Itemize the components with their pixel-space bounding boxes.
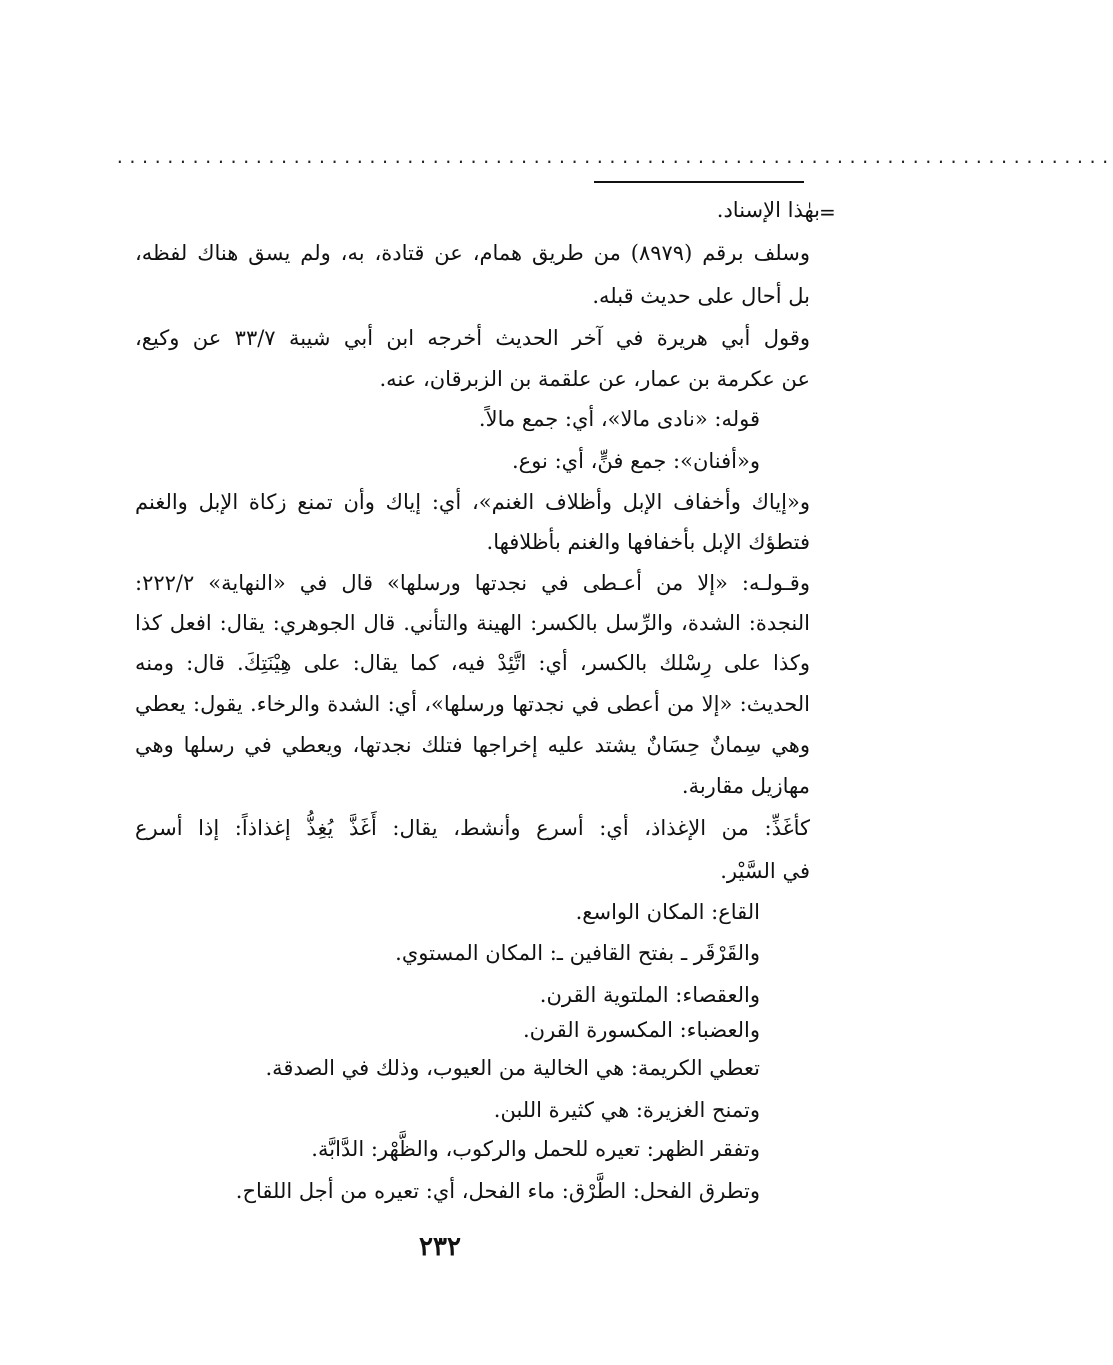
text-line: القاع: المكان الواسع. [575,900,760,924]
text-line: والعقصاء: الملتوية القرن. [539,983,760,1007]
text-line: الحديث: «إلا من أعطى في نجدتها ورسلها»، أي: الشدة والرخاء. يقول: يعطي [135,692,810,716]
footnote-separator-dots: ............................................................................... [115,148,1113,167]
text-line: وقول أبي هريرة في آخر الحديث أخرجه ابن أبي شيبة ٣٣/٧ عن وكيع، [135,326,811,350]
text-line: النجدة: الشدة، والرِّسل بالكسر: الهينة والتأني. قال الجوهري: يقال: افعل كذا [135,611,810,635]
text-line: والقَرْقَر ـ بفتح القافين ـ: المكان المستوي. [395,941,760,965]
text-line: مهازيل مقاربة. [681,774,810,798]
text-line: فتطؤك الإبل بأخفافها والغنم بأظلافها. [486,530,810,554]
text-line: وهي سِمانٌ حِسَانٌ يشتد عليه إخراجها فتلك نجدتها، ويعطي في رسلها وهي [135,733,810,757]
text-line: وقـولـه: «إلا من أعـطى في نجدتها ورسلها» قال في «النهاية» ٢٢٢/٢: [135,571,810,595]
text-line: وسلف برقم (٨٩٧٩) من طريق همام، عن قتادة، به، ولم يسق هناك لفظه، [135,241,810,265]
text-line: كأغَذِّ: من الإغذاذ، أي: أسرع وأنشط، يقال: أَغَذَّ يُغِذُّ إغذاذاً: إذا أسرع [135,816,810,840]
text-line: قوله: «نادى مالا»، أي: جمع مالاً. [478,407,760,431]
text-line: و«إياك وأخفاف الإبل وأظلاف الغنم»، أي: إياك وأن تمنع زكاة الإبل والغنم [135,490,810,514]
text-line: وتمنح الغزيرة: هي كثيرة اللبن. [493,1098,760,1122]
continuation-mark: = [819,200,836,224]
footnote-separator-rule [594,181,804,183]
text-line: وتفقر الظهر: تعيره للحمل والركوب، والظَّهْر: الدَّابَّة. [311,1137,760,1161]
text-line: في السَّيْر. [720,859,810,883]
text-line: عن عكرمة بن عمار، عن علقمة بن الزبرقان، عنه. [379,367,810,391]
text-line: والعضباء: المكسورة القرن. [523,1018,760,1042]
text-line: تعطي الكريمة: هي الخالية من العيوب، وذلك في الصدقة. [265,1056,760,1080]
page-number: ٢٣٢ [419,1232,461,1262]
text-line: بل أحال على حديث قبله. [592,284,810,308]
text-line: وكذا على رِسْلك بالكسر، أي: اتَّئِدْ فيه، كما يقال: على هِيْنَتِكَ. قال: ومنه [135,651,810,675]
text-line: بهٰذا الإسناد. [716,198,820,222]
text-line: وتطرق الفحل: الطَّرْق: ماء الفحل، أي: تعيره من أجل اللقاح. [235,1179,760,1203]
text-line: و«أفنان»: جمع فنٍّ، أي: نوع. [512,449,760,473]
